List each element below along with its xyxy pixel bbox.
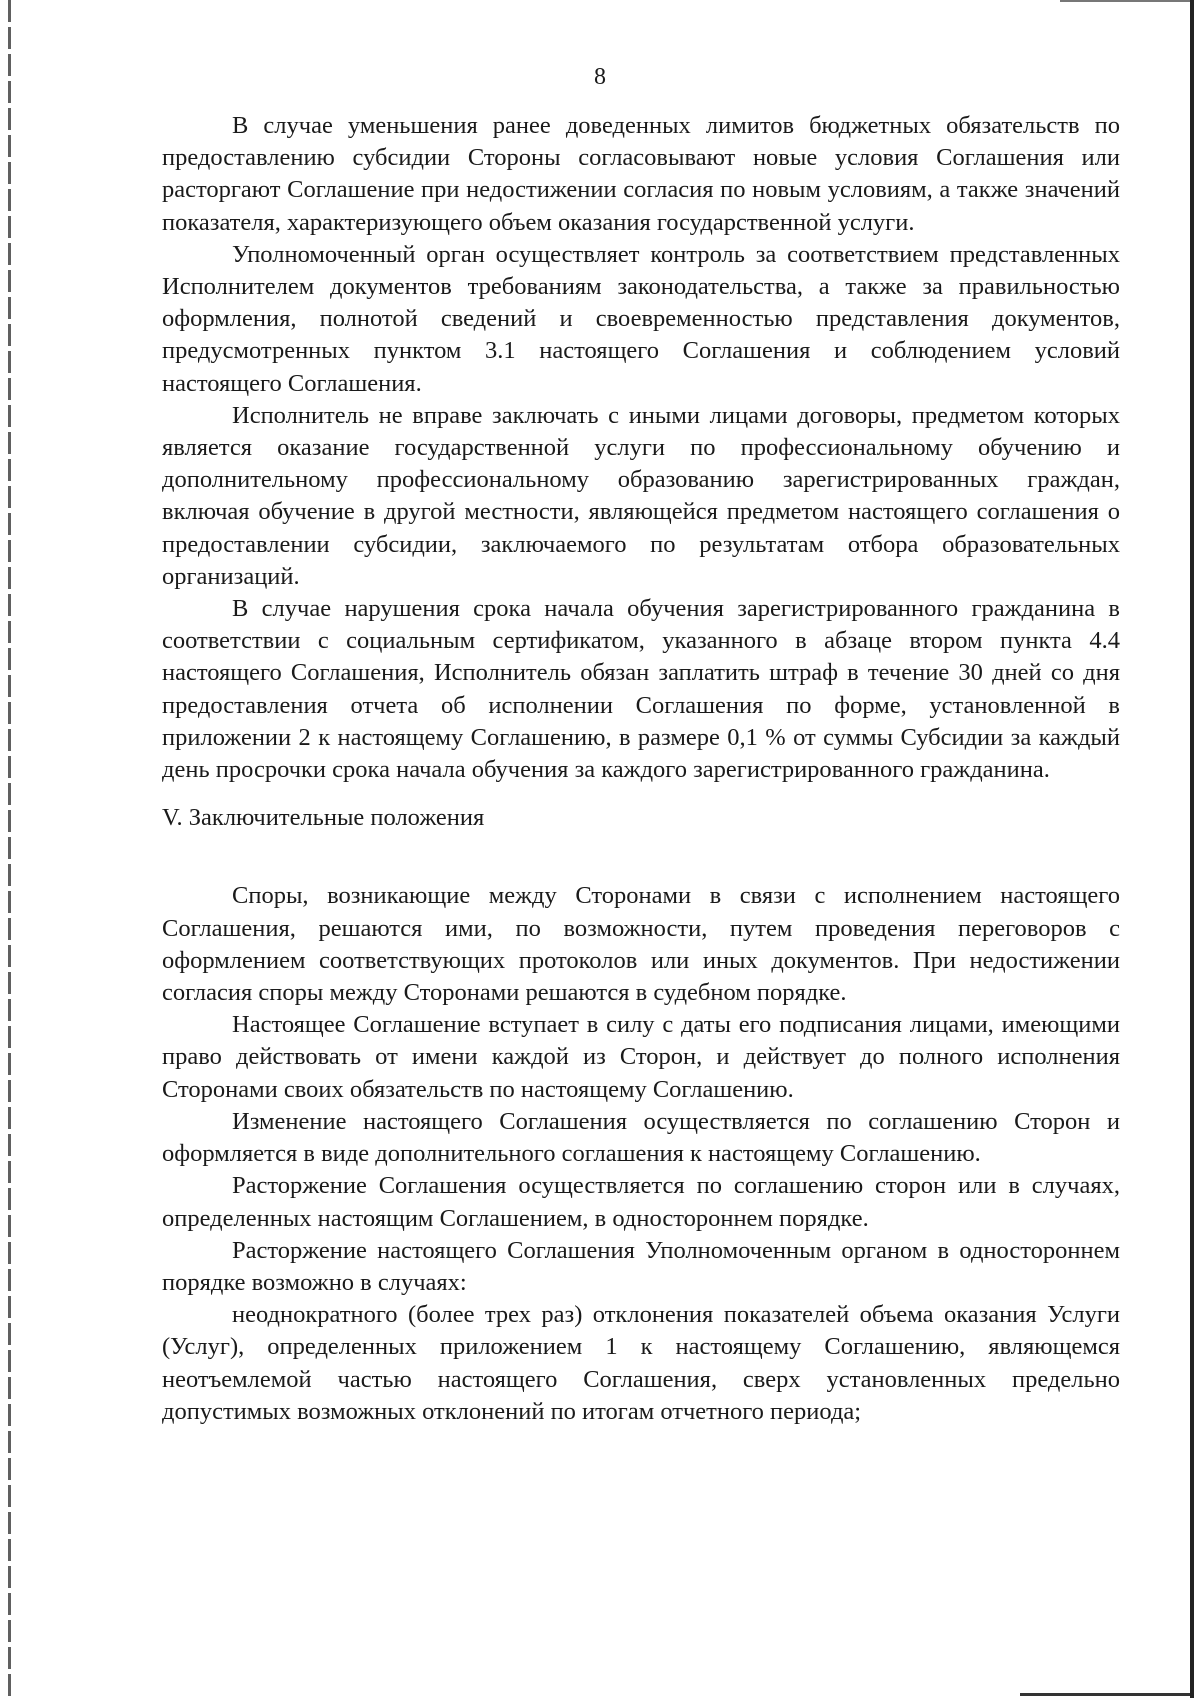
paragraph: Изменение настоящего Соглашения осуществляется по соглашению Сторон и оформляется в виде дополнительного соглашения к настоящему Соглашению.: [162, 1107, 1120, 1168]
page-number: 8: [594, 64, 606, 90]
scan-edge-left: [8, 0, 11, 1698]
scan-edge-right: [1190, 0, 1194, 1698]
scan-edge-bottom: [1020, 1693, 1190, 1696]
paragraph: Расторжение настоящего Соглашения Уполномоченным органом в одностороннем порядке возможно в случаях:: [162, 1236, 1120, 1296]
section-title: V. Заключительные положения: [162, 804, 485, 832]
paragraph: неоднократного (более трех раз) отклонения показателей объема оказания Услуги (Услуг), определенных приложением 1 к настоящему Соглашению, являющемся неотъемлемой частью настоящего Соглашения, сверх установленных предельно допустимых возможных отклонений по итогам отчетного периода;: [162, 1301, 1120, 1425]
document-body: [162, 110, 1120, 1428]
paragraph: Расторжение Соглашения осуществляется по соглашению сторон или в случаях, определенных настоящим Соглашением, в одностороннем порядке.: [162, 1172, 1120, 1232]
paragraph: В случае уменьшения ранее доведенных лимитов бюджетных обязательств по предоставлению субсидии Стороны согласовывают новые условия Соглашения или расторгают Соглашение при недостижении согласия по новым условиям, а также значений показателя, характеризующего объем оказания государственной услуги.: [162, 112, 1120, 236]
paragraph: Уполномоченный орган осуществляет контроль за соответствием представленных Исполнителем документов требованиям законодательства, а также за правильностью оформления, полнотой сведений и своевременностью представления документов, предусмотренных пунктом 3.1 настоящего Соглашения и соблюдением условий настоящего Соглашения.: [162, 240, 1120, 397]
paragraph: В случае нарушения срока начала обучения зарегистрированного гражданина в соответствии с социальным сертификатом, указанного в абзаце втором пункта 4.4 настоящего Соглашения, Исполнитель обязан заплатить штраф в течение 30 дней со дня предоставления отчета об исполнении Соглашения по форме, установленной в приложении 2 к настоящему Соглашению, в размере 0,1 % от суммы Субсидии за каждый день просрочки срока начала обучения за каждого зарегистрированного гражданина.: [162, 595, 1120, 784]
scan-edge-top: [1060, 0, 1190, 2]
paragraph: Настоящее Соглашение вступает в силу с даты его подписания лицами, имеющими право действовать от имени каждой из Сторон, и действует до полного исполнения Сторонами своих обязательств по настоящему Соглашению.: [162, 1011, 1120, 1103]
paragraph: Исполнитель не вправе заключать с иными лицами договоры, предметом которых является оказание государственной услуги по профессиональному обучению и дополнительному профессиональному образованию зарегистрированных граждан, включая обучение в другой местности, являющейся предметом настоящего соглашения о предоставлении субсидии, заключаемого по результатам отбора образовательных организаций.: [162, 401, 1120, 590]
paragraph: Споры, возникающие между Сторонами в связи с исполнением настоящего Соглашения, решаются ими, по возможности, путем проведения переговоров с оформлением соответствующих протоколов или иных документов. При недостижении согласия споры между Сторонами решаются в судебном порядке.: [162, 882, 1120, 1007]
